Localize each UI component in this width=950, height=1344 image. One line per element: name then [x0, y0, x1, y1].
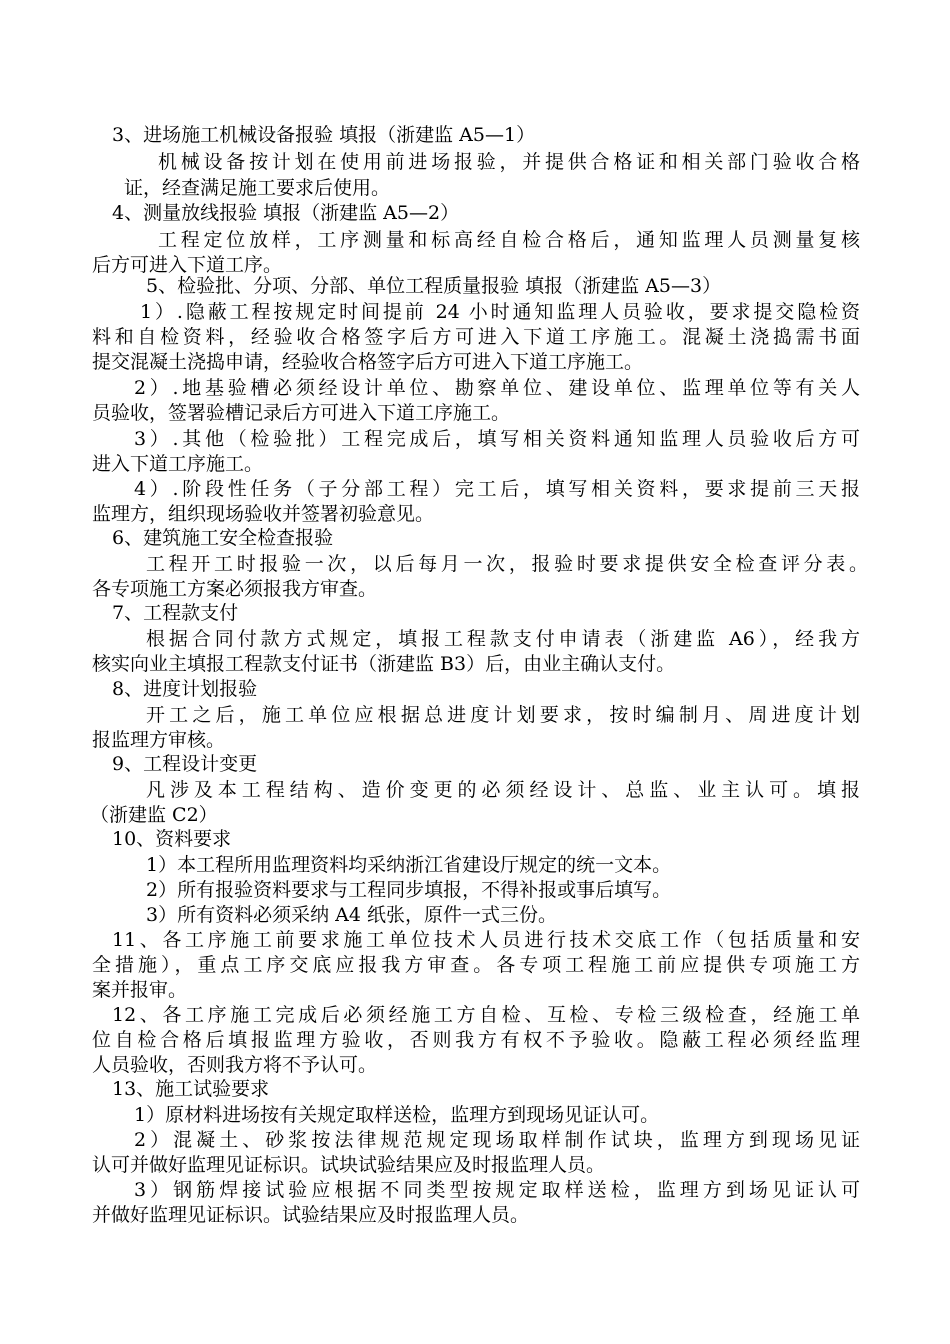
item-5-4-line-2: 监理方，组织现场验收并签署初验意见。	[92, 503, 435, 525]
item-8-heading: 8、进度计划报验	[112, 678, 258, 700]
item-13-heading: 13、施工试验要求	[112, 1078, 270, 1100]
item-7-text-line-1: 根据合同付款方式规定，填报工程款支付申请表（浙建监 A6），经我方	[146, 628, 860, 650]
item-10-3: 3）所有资料必须采纳 A4 纸张，原件一式三份。	[146, 904, 557, 926]
item-13-1: 1）原材料进场按有关规定取样送检，监理方到现场见证认可。	[134, 1104, 660, 1126]
item-8-text-line-2: 报监理方审核。	[92, 729, 226, 751]
item-10-heading: 10、资料要求	[112, 828, 232, 850]
item-11-line-2: 全措施），重点工序交底应报我方审查。各专项工程施工前应提供专项施工方	[92, 954, 860, 976]
item-4-heading: 4、测量放线报验 填报（浙建监 A5—2）	[112, 202, 460, 224]
item-4-text-line-1: 工程定位放样，工序测量和标高经自检合格后，通知监理人员测量复核	[158, 229, 860, 251]
item-9-heading: 9、工程设计变更	[112, 753, 258, 775]
item-9-text-line-1: 凡涉及本工程结构、造价变更的必须经设计、总监、业主认可。填报	[146, 779, 860, 801]
item-5-3-line-2: 进入下道工序施工。	[92, 453, 264, 475]
item-12-line-2: 位自检合格后填报监理方验收，否则我方有权不予验收。隐蔽工程必须经监理	[92, 1029, 860, 1051]
item-3-text-line-1: 机械设备按计划在使用前进场报验，并提供合格证和相关部门验收合格	[158, 151, 860, 173]
item-3-heading: 3、进场施工机械设备报验 填报（浙建监 A5—1）	[112, 124, 536, 146]
item-11-line-3: 案并报审。	[92, 979, 188, 1001]
item-11-line-1: 11、各工序施工前要求施工单位技术人员进行技术交底工作（包括质量和安	[112, 929, 860, 951]
item-13-2-line-1: 2）混凝土、砂浆按法律规范规定现场取样制作试块，监理方到现场见证	[134, 1129, 860, 1151]
item-13-2-line-2: 认可并做好监理见证标识。试块试验结果应及时报监理人员。	[92, 1154, 606, 1176]
item-13-3-line-1: 3）钢筋焊接试验应根据不同类型按规定取样送检，监理方到场见证认可	[134, 1179, 860, 1201]
item-5-2-line-1: 2）.地基验槽必须经设计单位、勘察单位、建设单位、监理单位等有关人	[134, 377, 860, 399]
item-4-text-line-2: 后方可进入下道工序。	[92, 254, 283, 276]
item-6-text-line-1: 工程开工时报验一次，以后每月一次，报验时要求提供安全检查评分表。	[146, 553, 868, 575]
item-5-2-line-2: 员验收，签署验槽记录后方可进入下道工序施工。	[92, 402, 511, 424]
item-10-2: 2）所有报验资料要求与工程同步填报，不得补报或事后填写。	[146, 879, 672, 901]
item-6-text-line-2: 各专项施工方案必须报我方审查。	[92, 578, 378, 600]
item-5-1-line-3: 提交混凝土浇捣申请，经验收合格签字后方可进入下道工序施工。	[92, 351, 644, 373]
item-5-3-line-1: 3）.其他（检验批）工程完成后，填写相关资料通知监理人员验收后方可	[134, 428, 860, 450]
item-7-text-line-2: 核实向业主填报工程款支付证书（浙建监 B3）后，由业主确认支付。	[92, 653, 676, 675]
item-5-4-line-1: 4）.阶段性任务（子分部工程）完工后，填写相关资料，要求提前三天报	[134, 478, 860, 500]
item-3-text-line-2: 证，经查满足施工要求后使用。	[124, 177, 391, 199]
item-9-text-line-2: （浙建监 C2）	[90, 804, 218, 826]
item-12-line-1: 12、各工序施工完成后必须经施工方自检、互检、专检三级检查，经施工单	[112, 1004, 860, 1026]
item-6-heading: 6、建筑施工安全检查报验	[112, 527, 334, 549]
item-5-1-line-1: 1）.隐蔽工程按规定时间提前 24 小时通知监理人员验收，要求提交隐检资	[140, 301, 860, 323]
item-12-line-3: 人员验收，否则我方将不予认可。	[92, 1054, 378, 1076]
item-13-3-line-2: 并做好监理见证标识。试验结果应及时报监理人员。	[92, 1204, 530, 1226]
item-5-heading: 5、检验批、分项、分部、单位工程质量报验 填报（浙建监 A5—3）	[146, 275, 722, 297]
item-5-1-line-2: 料和自检资料，经验收合格签字后方可进入下道工序施工。混凝土浇捣需书面	[92, 326, 860, 348]
item-10-1: 1）本工程所用监理资料均采纳浙江省建设厅规定的统一文本。	[146, 854, 672, 876]
item-8-text-line-1: 开工之后，施工单位应根据总进度计划要求，按时编制月、周进度计划	[146, 704, 860, 726]
item-7-heading: 7、工程款支付	[112, 602, 239, 624]
